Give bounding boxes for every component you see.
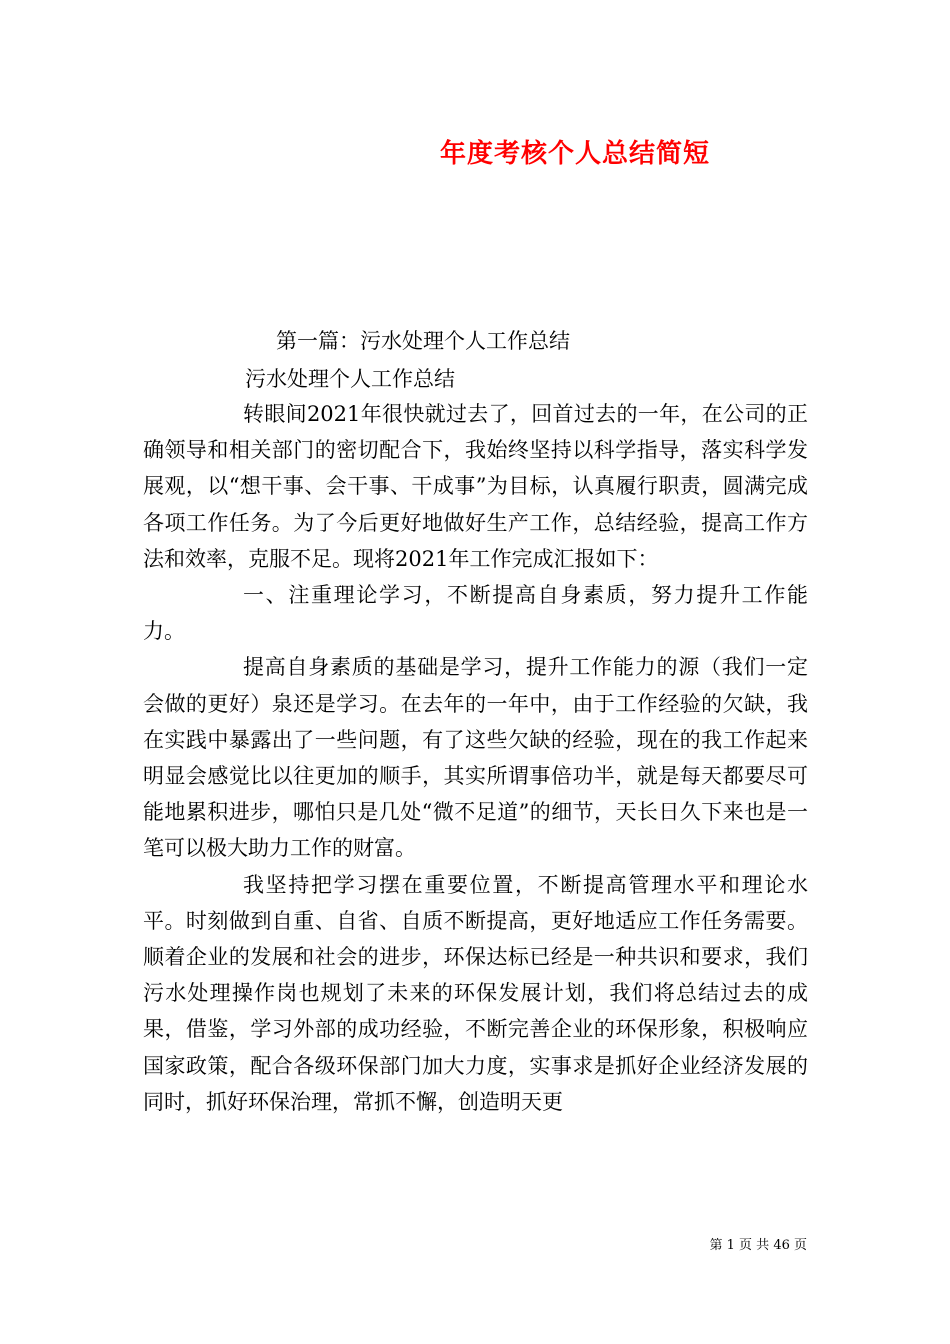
paragraph-point-one: 一、注重理论学习，不断提高自身素质，努力提升工作能力。 <box>143 583 808 644</box>
section-heading: 第一篇：污水处理个人工作总结 <box>276 329 570 353</box>
document-title-text: 年度考核个人总结简短 <box>439 139 710 169</box>
paragraph-intro: 转眼间2021年很快就过去了，回首过去的一年，在公司的正确领导和相关部门的密切配合下，我始终坚持以科学指导，落实科学发展观，以“想干事、会干事、干成事”为目标，认真履行职责，圆满完成各项工作任务。为了今后更好地做好生产工作，总结经验，提高工作方法和效率，克服不足。现将2021年工作完成汇报如下： <box>143 402 808 571</box>
paragraph-learning: 提高自身素质的基础是学习，提升工作能力的源（我们一定会做的更好）泉还是学习。在去年的一年中，由于工作经验的欠缺，我在实践中暴露出了一些问题，有了这些欠缺的经验，现在的我工作起来明显会感觉比以往更加的顺手，其实所谓事倍功半，就是每天都要尽可能地累积进步，哪怕只是几处“微不足道”的细节，天长日久下来也是一笔可以极大助力工作的财富。 <box>143 655 808 861</box>
sub-heading: 污水处理个人工作总结 <box>245 367 455 391</box>
page-number-footer: 第 1 页 共 46 页 <box>709 1238 807 1253</box>
document-title <box>0 133 950 170</box>
document-body <box>143 396 808 1120</box>
paragraph-priority: 我坚持把学习摆在重要位置，不断提高管理水平和理论水平。时刻做到自重、自省、自质不断提高，更好地适应工作任务需要。顺着企业的发展和社会的进步，环保达标已经是一种共识和要求，我们污水处理操作岗也规划了未来的环保发展计划，我们将总结过去的成果，借鉴，学习外部的成功经验，不断完善企业的环保形象，积极响应国家政策，配合各级环保部门加大力度，实事求是抓好企业经济发展的同时，抓好环保治理，常抓不懈，创造明天更 <box>143 872 808 1114</box>
